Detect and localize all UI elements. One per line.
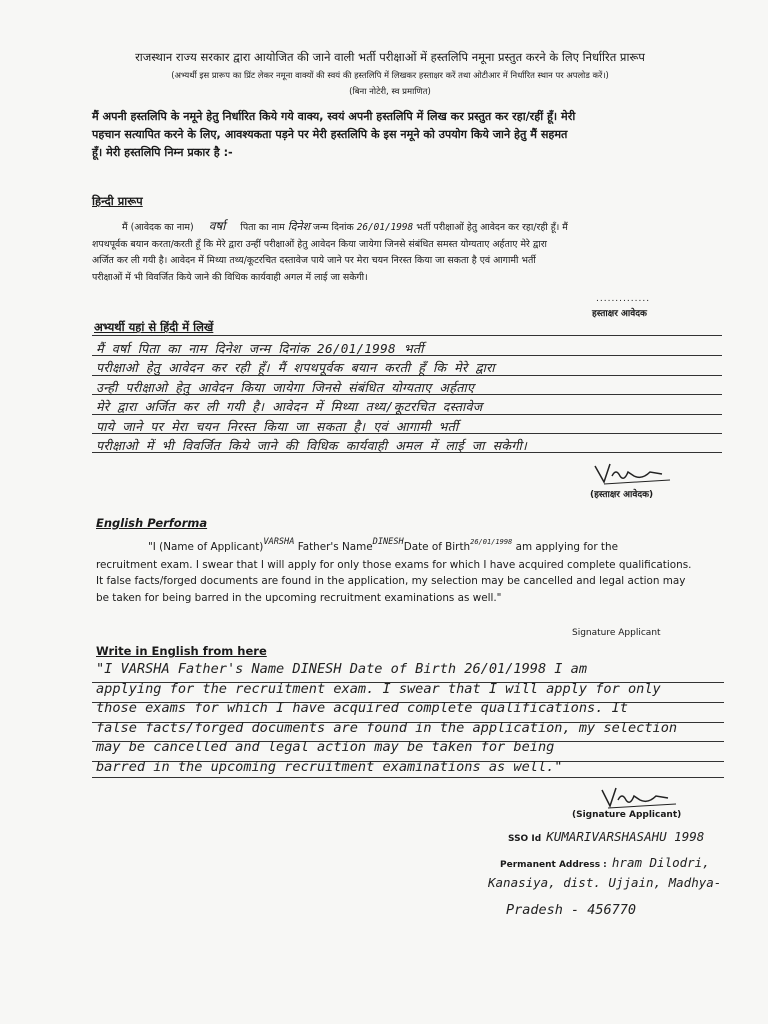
hw-line: may be cancelled and legal action may be taken for being — [96, 739, 555, 756]
hw-line: उन्ही परीक्षाओ हेतु आवेदन किया जायेगा जिनसे संबंधित योग्यताए अर्हताए — [96, 379, 475, 395]
form-title: राजस्थान राज्य सरकार द्वारा आयोजित की जाने वाली भर्ती परीक्षाओं में हस्तलिपि नमूना प्रस्तुत करने के लिए निर्धारित प्रारूप — [135, 50, 645, 64]
address-line1: hram Dilodri, — [611, 855, 710, 870]
hindi-signature-label2: (हस्ताक्षर आवेदक) — [590, 490, 654, 500]
hindi-declaration-line: अर्जित कर ली गयी है। आवेदन में मिथ्या तथ्य/कूटरचित दस्तावेज पाये जाने पर मेरा चयन निरस्त किया जा सकता है एवं आगामी भर्ती — [92, 255, 536, 266]
english-section-title: English Performa — [96, 516, 208, 530]
hw-dob: 26/01/1998 — [470, 538, 513, 546]
english-handwriting-area — [92, 660, 724, 778]
hw-line: परीक्षाओ हेतु आवेदन कर रही हूँ। मैं शपथपूर्वक बयान करती हूँ कि मेरे द्वारा — [96, 360, 495, 376]
address-row — [500, 852, 710, 871]
signature-dots: .............. — [596, 294, 651, 304]
form-instruction: (अभ्यर्थी इस प्रारूप का प्रिंट लेकर नमूना वाक्यों की स्वयं की हस्तलिपि में लिखकर हस्ताक्षर करें तथा ओटीआर में निर्धारित स्थान पर अपलोड करें।) — [171, 70, 609, 80]
hw-line: barred in the upcoming recruitment examinations as well." — [96, 758, 563, 775]
english-signature-label2: (Signature Applicant) — [572, 810, 682, 820]
hw-line: मेरे द्वारा अर्जित कर ली गयी है। आवेदन में मिथ्या तथ्य/कूटरचित दस्तावेज — [96, 399, 483, 415]
intro-paragraph — [92, 108, 692, 162]
english-declaration — [96, 539, 696, 606]
english-declaration-line: recruitment exam. I swear that I will apply for only those exams for which I have acquired complete qualifications. — [96, 558, 692, 571]
hindi-section-title: हिन्दी प्रारूप — [92, 194, 143, 208]
english-handwritten-text — [96, 660, 722, 778]
hindi-declaration-line: परीक्षाओं में भी विवर्जित किये जाने की विधिक कार्यवाही अगल में लाई जा सकेगी। — [92, 271, 368, 283]
sso-id-row — [508, 826, 704, 845]
hindi-handwriting-area — [92, 335, 722, 454]
english-declaration-line: It false facts/forged documents are found in the application, my selection may be cancelled and legal action may — [96, 575, 686, 587]
intro-line: हूँ। मेरी हस्तलिपि निम्न प्रकार है :- — [92, 146, 233, 159]
sso-label: SSO Id — [508, 834, 542, 844]
hw-name: वर्षा — [208, 219, 226, 233]
intro-line: मैं अपनी हस्तलिपि के नमूने हेतु निर्धारित किये गये वाक्य, स्वयं अपनी हस्तलिपि में लिख कर प्रस्तुत कर रहा/रहीं हूँ। मेरी — [92, 110, 576, 123]
hw-line: those exams for which I have acquired complete qualifications. It — [96, 700, 628, 717]
english-signature — [596, 784, 686, 812]
address-line3: Pradesh - 456770 — [506, 902, 637, 918]
english-signature-label: Signature Applicant — [572, 628, 661, 638]
hw-line: परीक्षाओ में भी विवर्जित किये जाने की विधिक कार्यवाही अमल में लाई जा सकेगी। — [96, 438, 528, 454]
hw-father: DINESH — [372, 537, 404, 547]
hw-line: पाये जाने पर मेरा चयन निरस्त किया जा सकता है। एवं आगामी भर्ती — [96, 418, 459, 434]
hindi-handwritten-text — [96, 339, 716, 455]
hindi-write-here: अभ्यर्थी यहां से हिंदी में लिखें — [94, 320, 214, 334]
hw-line: "I VARSHA Father's Name DINESH Date of Birth 26/01/1998 I am — [96, 661, 588, 677]
hindi-signature — [590, 458, 680, 488]
english-write-here: Write in English from here — [96, 644, 267, 658]
english-declaration-line: be taken for being barred in the upcoming recruitment examinations as well." — [96, 591, 502, 604]
hw-line: applying for the recruitment exam. I swear that I will apply for only — [96, 680, 661, 697]
sso-value: KUMARIVARSHASAHU 1998 — [546, 829, 705, 844]
hw-line: false facts/forged documents are found in the application, my selection — [96, 719, 678, 736]
hindi-signature-label: हस्ताक्षर आवेदक — [592, 309, 647, 319]
hw-dob: 26/01/1998 — [356, 222, 414, 233]
intro-line: पहचान सत्यापित करने के लिए, आवश्यकता पड़ने पर मेरी हस्तलिपि के इस नमूने को उपयोग किये जाने हेतु मैं सहमत — [92, 128, 568, 141]
hindi-declaration-line: शपथपूर्वक बयान करता/करती हूँ कि मेरे द्वारा उन्हीं परीक्षाओं हेतु आवेदन किया जायेगा जिनसे संबंधित समस्त योग्यताए अर्हताए मेरे द्वारा — [92, 238, 547, 250]
hw-name: VARSHA — [263, 537, 295, 547]
address-label: Permanent Address : — [500, 860, 607, 870]
hw-line: मैं वर्षा पिता का नाम दिनेश जन्म दिनांक 26/01/1998 भर्ती — [96, 341, 424, 356]
hindi-declaration — [92, 218, 704, 286]
hindi-declaration-line1: मैं (आवेदक का नाम) वर्षा पिता का नाम दिनेश जन्म दिनांक 26/01/1998 भर्ती परीक्षाओं हेतु आवेदन कर रहा/रही हूँ। मैं — [122, 219, 568, 233]
form-note: (बिना नोटेरी, स्व प्रमाणित) — [349, 87, 431, 97]
hw-father: दिनेश — [287, 220, 311, 233]
address-line2: Kanasiya, dist. Ujjain, Madhya- — [488, 875, 722, 890]
english-declaration-line1: "I (Name of Applicant)$^{VARSHA}$ Father's Name$^{DINESH}$Date of Birth$^{26/01/1998}$ am applying for the — [148, 537, 618, 553]
